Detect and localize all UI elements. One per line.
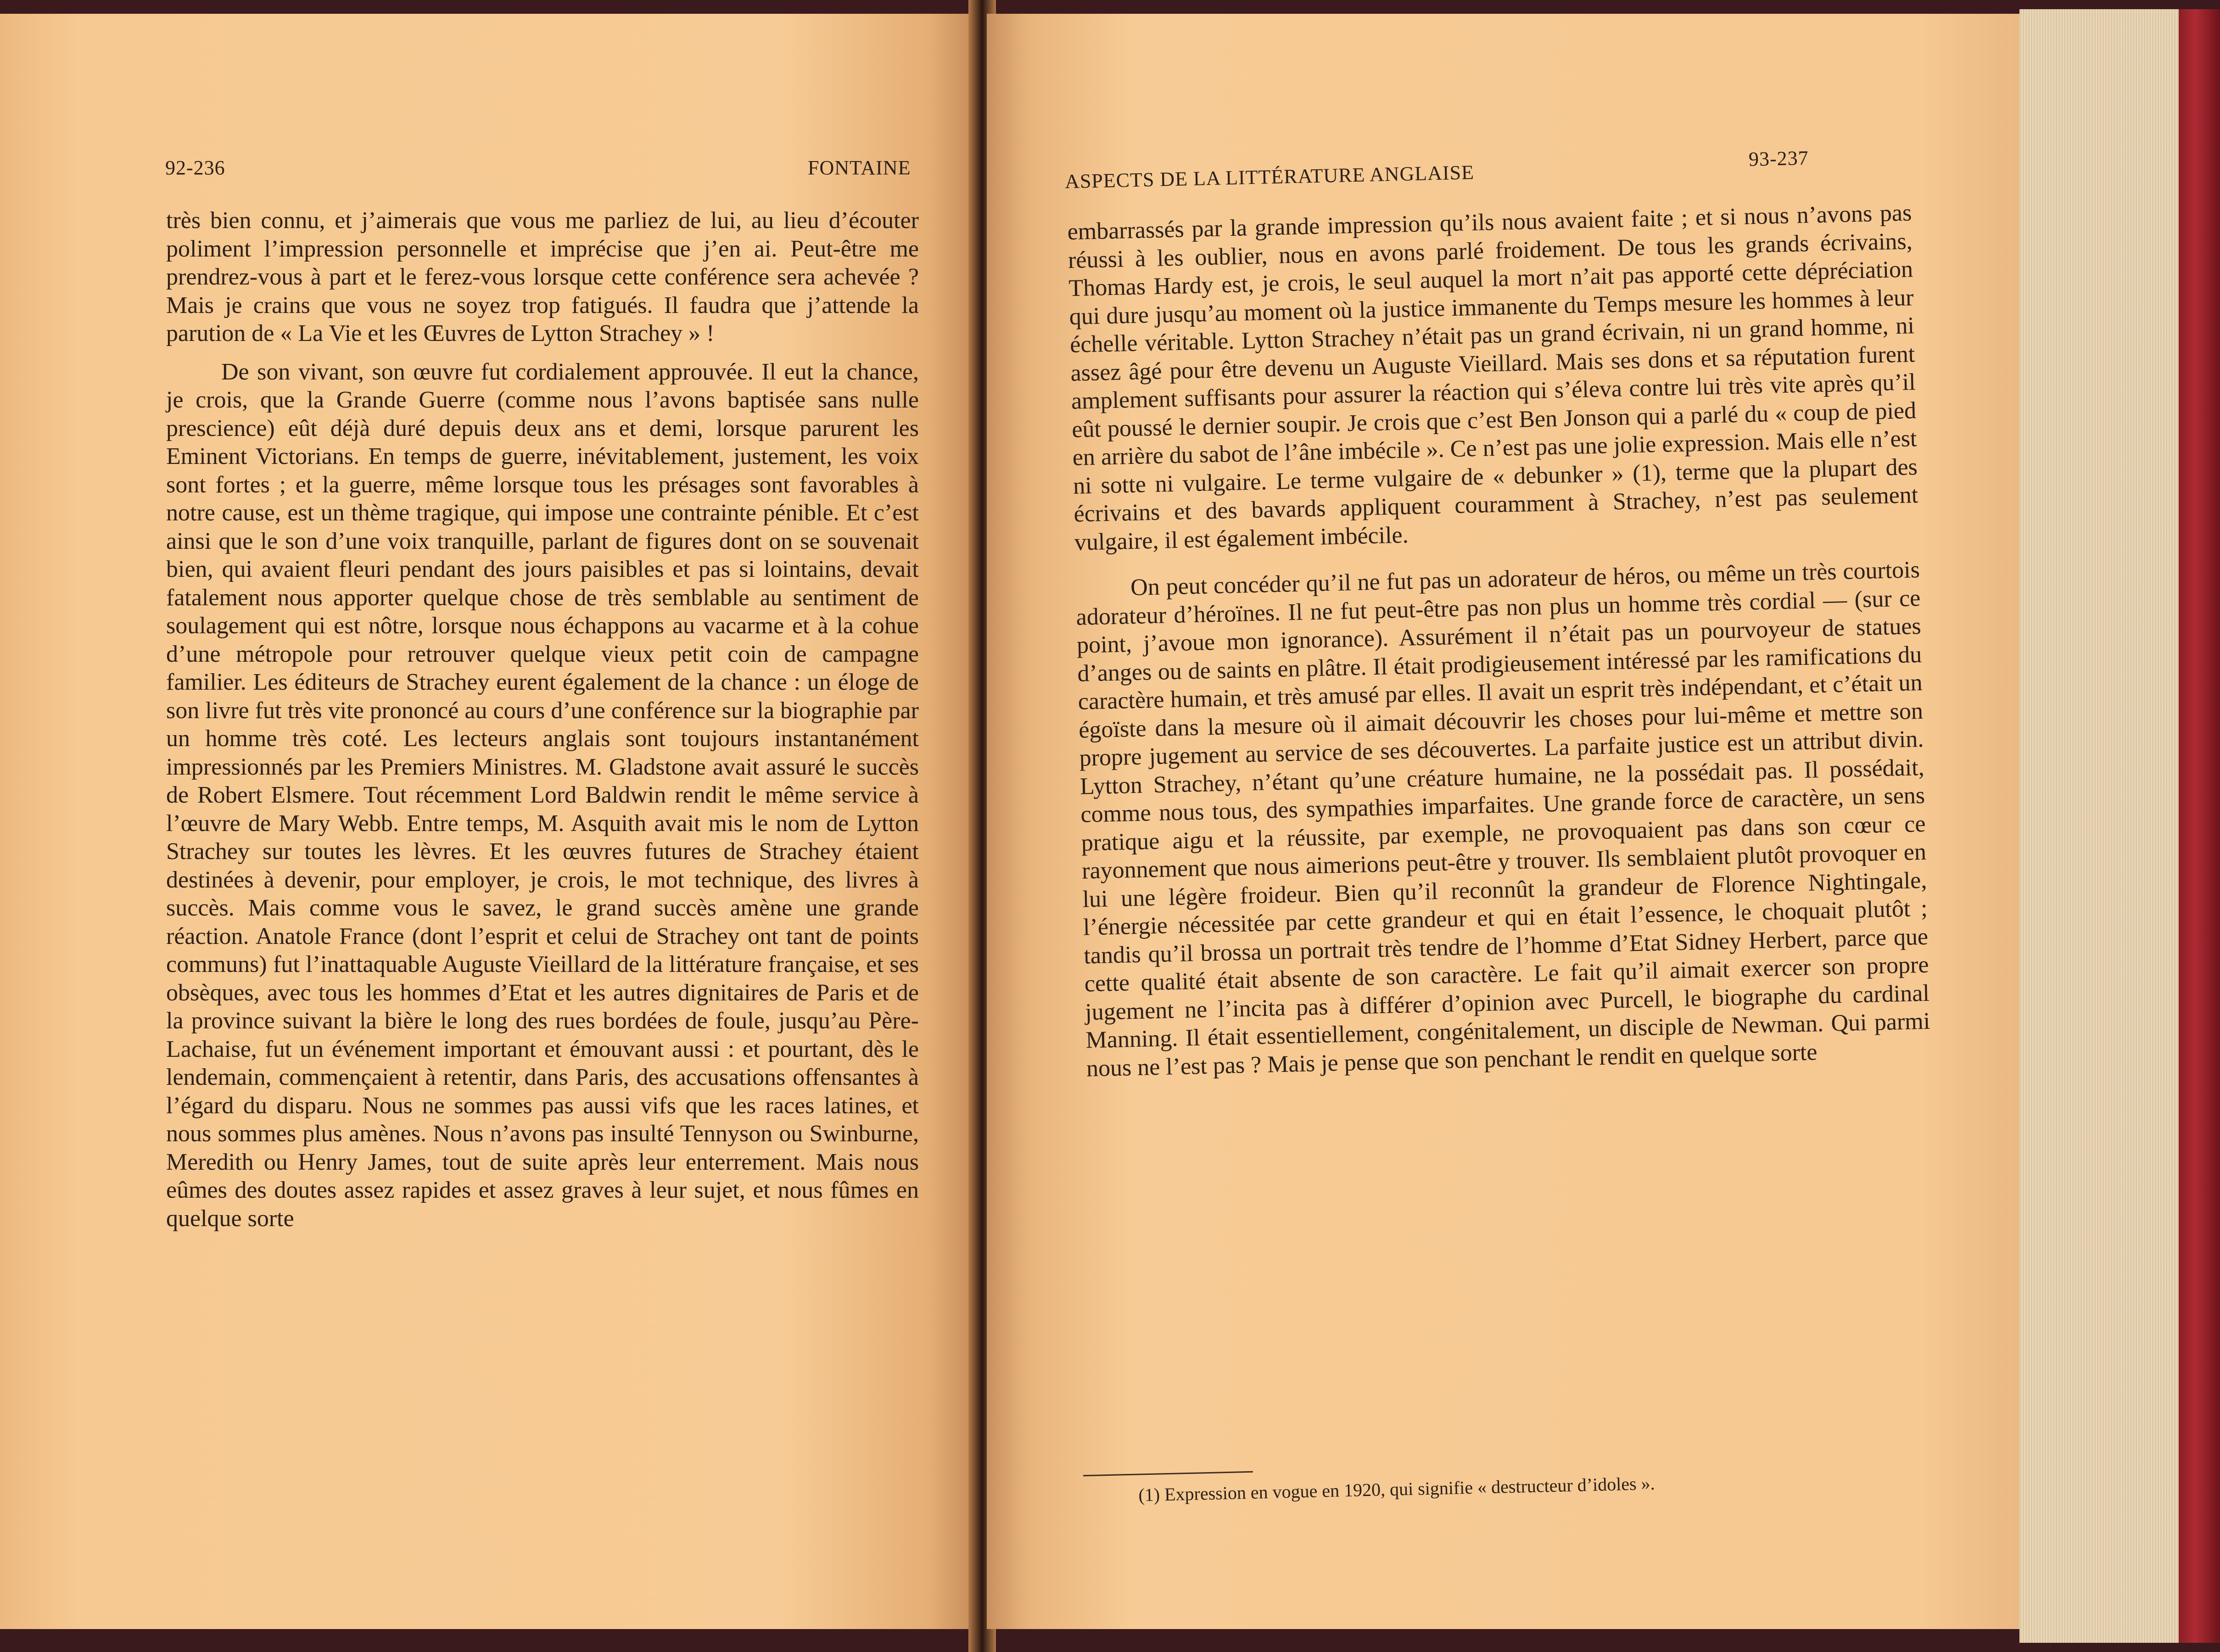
right-page-body xyxy=(1067,199,1931,1083)
left-page xyxy=(0,14,978,1629)
right-paragraph-1: embarrassés par la grande impression qu’ils nous avaient faite ; et si nous n’avons pas réussi à les oublier, nous en avons parlé froidement. De tous les grands écrivains, Thomas Hardy est, je crois, le seul auquel la mort n’ait pas apporté cette dépréciation qui dure jusqu’au moment où la justice immanente du Temps mesure les hommes à leur échelle véritable. Lytton Strachey n’était pas un grand écrivain, ni un grand homme, ni assez âgé pour être devenu un Auguste Vieillard. Mais ses dons et sa réputation furent amplement suffisants pour assurer la réaction qui s’éleva contre lui très vite après qu’il eût poussé le dernier soupir. Je crois que c’est Ben Jonson qui a parlé du « coup de pied en arrière du sabot de l’âne imbécile ». Ce n’est pas une jolie expression. Mais elle n’est ni sotte ni vulgaire. Le terme vulgaire de « debunker » (1), terme que la plupart des écrivains et des bavards appliquent couramment à Strachey, n’est pas seulement vulgaire, il est également imbécile. xyxy=(1067,200,1918,556)
left-paragraph-2: De son vivant, son œuvre fut cordialement approuvée. Il eut la chance, je crois, que la Grande Guerre (comme nous l’avons baptisée sans nulle prescience) eût déjà duré depuis deux ans et demi, lorsque parurent les Eminent Victorians. En temps de guerre, inévitablement, justement, les voix sont fortes ; et la guerre, même lorsque tous les présages sont favorables à notre cause, est un thème tragique, qui impose une contrainte pénible. Et c’est ainsi que le son d’une voix tranquille, parlant de figures dont on se souvenait bien, qui avaient fleuri pendant des jours paisibles et pas si lointains, devait fatalement nous apporter quelque chose de très semblable au sentiment de soulagement qui est nôtre, lorsque nous échappons au vacarme et à la cohue d’une métropole pour retrouver quelque vieux petit coin de campagne familier. Les éditeurs de Strachey eurent également de la chance : un éloge de son livre fut très vite prononcé au cours d’une conférence sur la biographie par un homme très coté. Les lecteurs anglais sont toujours instantanément impressionnés par les Premiers Ministres. M. Gladstone avait assuré le succès de Robert Elsmere. Tout récemment Lord Baldwin rendit le même service à l’œuvre de Mary Webb. Entre temps, M. Asquith avait mis le nom de Lytton Strachey sur toutes les lèvres. Et les œuvres futures de Strachey étaient destinées à devenir, pour employer, je crois, le mot technique, des livres à succès. Mais comme vous le savez, le grand succès amène une grande réaction. Anatole France (dont l’esprit et celui de Strachey ont tant de points communs) fut l’inattaquable Auguste Vieillard de la littérature française, et ses obsèques, avec tous les hommes d’Etat et les autres dignitaires de Paris et de la province suivant la bière le long des rues bordées de foule, jusqu’au Père-Lachaise, fut un événement important et émouvant aussi : et pourtant, dès le lendemain, commençaient à retentir, dans Paris, des accusations offensantes à l’égard du disparu. Nous ne sommes pas aussi vifs que les races latines, et nous sommes plus amènes. Nous n’avons pas insulté Tennyson ou Swinburne, Meredith ou Henry James, tout de suite après leur enterrement. Mais nous eûmes des doutes assez rapides et assez graves à leur sujet, et nous fûmes en quelque sorte xyxy=(166,358,919,1232)
right-header-title: ASPECTS DE LA LITTÉRATURE ANGLAISE xyxy=(1064,161,1475,193)
left-page-number: 92-236 xyxy=(165,156,225,179)
left-header-title: FONTAINE xyxy=(808,156,911,179)
book-cover-edge xyxy=(2179,9,2220,1643)
left-page-body xyxy=(166,206,919,1233)
footnote-rule xyxy=(1083,1471,1253,1476)
right-paragraph-2: On peut concéder qu’il ne fut pas un adorateur de héros, ou même un très courtois adorateur d’héroïnes. Il ne fut peut-être pas non plus un homme très cordial — (sur ce point, j’avoue mon ignorance). Assurément il n’était pas un pourvoyeur de statues d’anges ou de saints en plâtre. Il était prodigieusement intéressé par les ramifications du caractère humain, et très amusé par elles. Il avait un esprit très indépendant, et c’était un égoïste dans la mesure où il aimait découvrir les choses pour lui-même et mettre son propre jugement au service de ses découvertes. La parfaite justice est un attribut divin. Lytton Strachey, n’étant qu’une créature humaine, ne la possédait pas. Il possédait, comme nous tous, des sympathies imparfaites. Une grande force de caractère, un sens pratique aigu et la réussite, par exemple, ne provoquaient pas dans son cœur ce rayonnement que nous aimerions peut-être y trouver. Ils semblaient plutôt provoquer en lui une légère froideur. Bien qu’il reconnût la grandeur de Florence Nightingale, l’énergie nécessitée par cette grandeur et qui en était l’essence, le choquait plutôt ; tandis qu’il brossa un portrait très tendre de l’homme d’Etat Sidney Herbert, parce que cette qualité était absente de son caractère. Le fait qu’il aimait exercer son propre jugement ne l’incita pas à différer d’opinion avec Purcell, le biographe du cardinal Manning. Il était essentiellement, congénitalement, un disciple de Newman. Qui parmi nous ne l’est pas ? Mais je pense que son penchant le rendit en quelque sorte xyxy=(1076,557,1930,1082)
right-page-number: 93-237 xyxy=(1748,146,1809,171)
left-paragraph-1: très bien connu, et j’aimerais que vous me parliez de lui, au lieu d’écouter poliment l’impression personnelle et imprécise que j’en ai. Peut-être me prendrez-vous à part et le ferez-vous lorsque cette conférence sera achevée ? Mais je crains que vous ne soyez trop fatigués. Il faudra que j’attende la parution de « La Vie et les Œuvres de Lytton Strachey » ! xyxy=(166,207,919,346)
footnote: (1) Expression en vogue en 1920, qui signifie « destructeur d’idoles ». xyxy=(1138,1473,1655,1506)
right-page xyxy=(987,14,2024,1629)
page-edges xyxy=(2019,9,2220,1643)
